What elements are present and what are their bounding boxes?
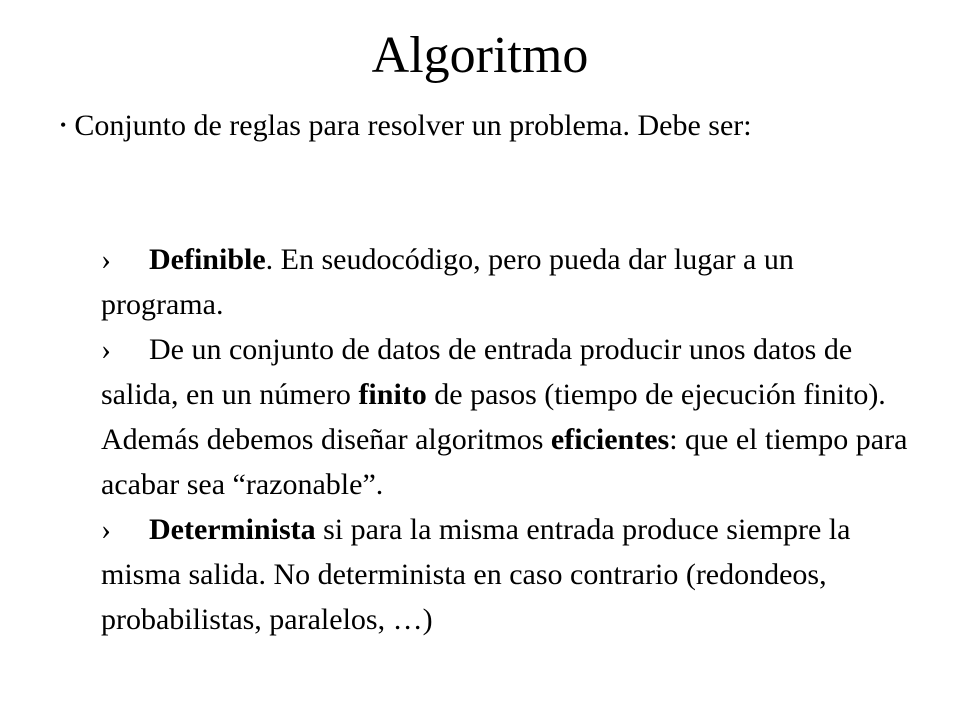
list-item-determinista [101, 507, 921, 642]
term-determinista: Determinista [149, 513, 316, 546]
chevron-right-icon: › [101, 243, 111, 276]
term-eficientes: eficientes [550, 423, 670, 456]
list-item-finito [101, 327, 921, 507]
criteria-list [101, 237, 921, 642]
item-text: si para la misma entrada produce siempre la misma salida. No determinista en caso contrario (redondeos, probabilistas, paralelos, …) [101, 513, 851, 636]
bullet-dot-icon: • [60, 115, 67, 135]
term-definible: Definible [149, 243, 266, 276]
item-text: de pasos (tiempo de ejecución finito). Además debemos diseñar algoritmos [101, 378, 886, 456]
item-text: : que el tiempo para acabar sea “razonable”. [101, 423, 908, 501]
intro-text: Conjunto de reglas para resolver un problema. Debe ser: [74, 109, 752, 142]
intro-paragraph [56, 103, 916, 148]
chevron-right-icon: › [101, 513, 111, 546]
slide-title: Algoritmo [371, 27, 589, 84]
item-text: De un conjunto de datos de entrada producir unos datos de salida, en un número [101, 333, 853, 411]
list-item-definible [101, 237, 921, 327]
chevron-right-icon: › [101, 333, 111, 366]
term-finito: finito [358, 378, 427, 411]
item-text: . En seudocódigo, pero pueda dar lugar a un programa. [101, 243, 794, 321]
